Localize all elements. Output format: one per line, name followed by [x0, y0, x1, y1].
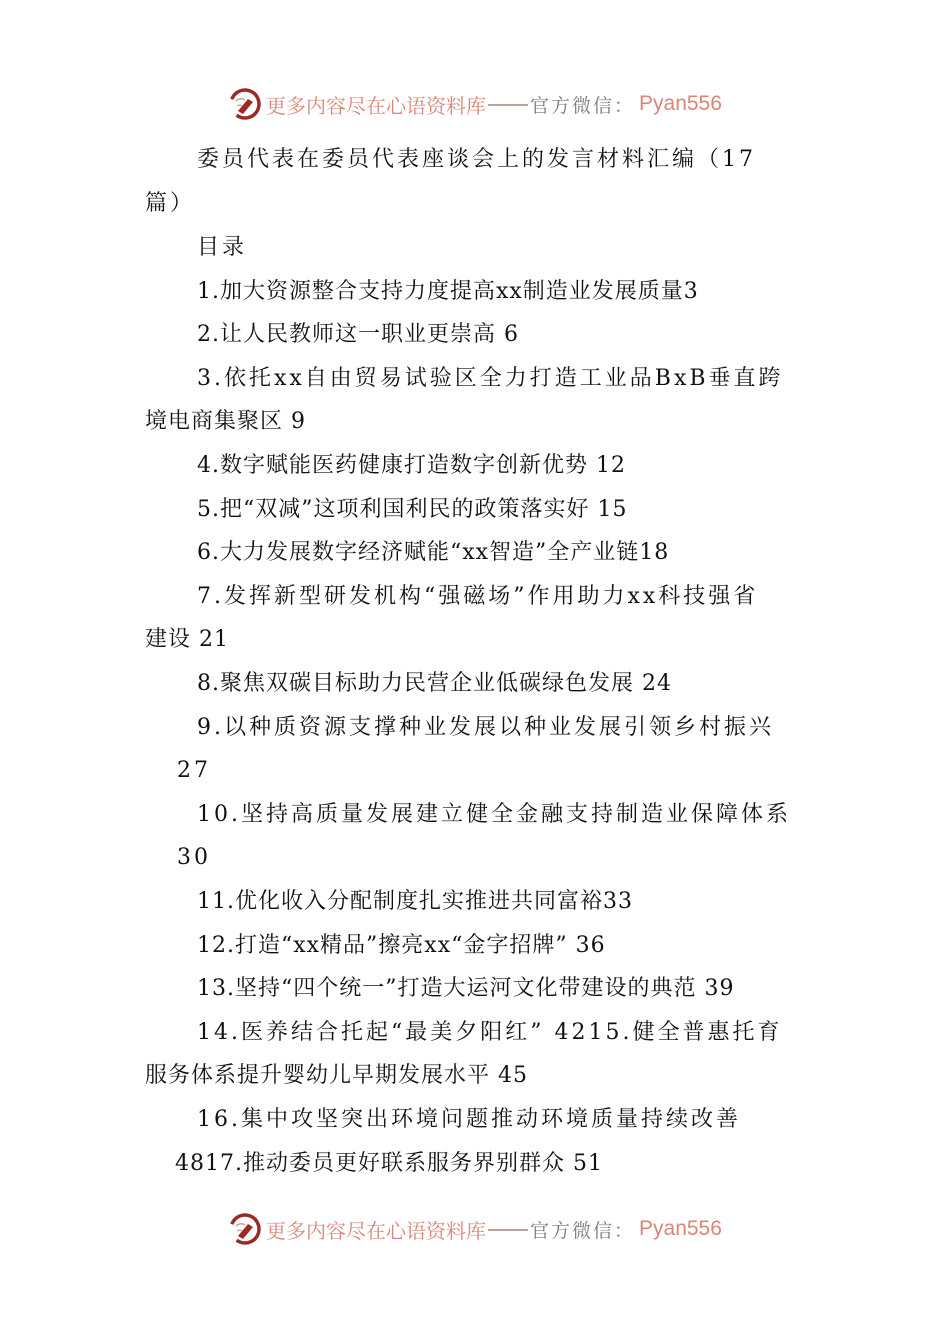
watermark-dash — [488, 1229, 528, 1231]
toc-line: 10.坚持高质量发展建立健全金融支持制造业保障体系 — [197, 802, 791, 827]
watermark-slogan: 更多内容尽在心语资料库 — [266, 93, 486, 118]
pen-nib-logo-icon — [228, 87, 262, 121]
toc-line: 建设 21 — [145, 627, 229, 652]
toc-line: 4.数字赋能医药健康打造数字创新优势 12 — [197, 453, 626, 478]
toc-line: 1.加大资源整合支持力度提高xx制造业发展质量3 — [197, 279, 699, 304]
watermark-wechat-label: 官方微信： — [530, 94, 636, 117]
toc-line: 4817.推动委员更好联系服务界别群众 51 — [175, 1151, 603, 1176]
toc-line: 6.大力发展数字经济赋能“xx智造”全产业链18 — [197, 540, 670, 565]
toc-line: 境电商集聚区 9 — [145, 409, 306, 434]
watermark-dash — [488, 104, 528, 106]
toc-line: 11.优化收入分配制度扎实推进共同富裕33 — [197, 889, 633, 914]
toc-line: 服务体系提升婴幼儿早期发展水平 45 — [145, 1063, 528, 1088]
footer-watermark — [228, 1209, 722, 1249]
toc-line: 13.坚持“四个统一”打造大运河文化带建设的典范 39 — [197, 976, 735, 1001]
toc-line: 8.聚焦双碳目标助力民营企业低碳绿色发展 24 — [197, 671, 672, 696]
toc-line: 3.依托xx自由贸易试验区全力打造工业品BxB垂直跨 — [197, 366, 784, 391]
toc-line: 30 — [177, 845, 211, 870]
toc-line: 9.以种质资源支撑种业发展以种业发展引领乡村振兴 — [197, 715, 774, 740]
document-title-line2: 篇） — [145, 191, 196, 216]
header-watermark — [228, 84, 722, 124]
watermark-wechat-id: Pyan556 — [639, 1217, 722, 1240]
watermark-slogan: 更多内容尽在心语资料库 — [266, 1218, 486, 1243]
toc-line: 14.医养结合托起“最美夕阳红” 4215.健全普惠托育 — [197, 1020, 783, 1045]
toc-line: 27 — [177, 758, 211, 783]
toc-line: 5.把“双减”这项利国利民的政策落实好 15 — [197, 497, 628, 522]
pen-nib-logo-icon — [228, 1212, 262, 1246]
watermark-wechat-label: 官方微信： — [530, 1219, 636, 1242]
toc-line: 16.集中攻坚突出环境问题推动环境质量持续改善 — [197, 1107, 741, 1132]
watermark-wechat-id: Pyan556 — [639, 92, 722, 115]
document-title-line1: 委员代表在委员代表座谈会上的发言材料汇编（17 — [197, 147, 756, 172]
toc-line: 7.发挥新型研发机构“强磁场”作用助力xx科技强省 — [197, 584, 759, 609]
toc-heading: 目录 — [197, 235, 248, 260]
toc-line: 12.打造“xx精品”擦亮xx“金字招牌” 36 — [197, 933, 606, 958]
toc-line: 2.让人民教师这一职业更崇高 6 — [197, 322, 519, 347]
